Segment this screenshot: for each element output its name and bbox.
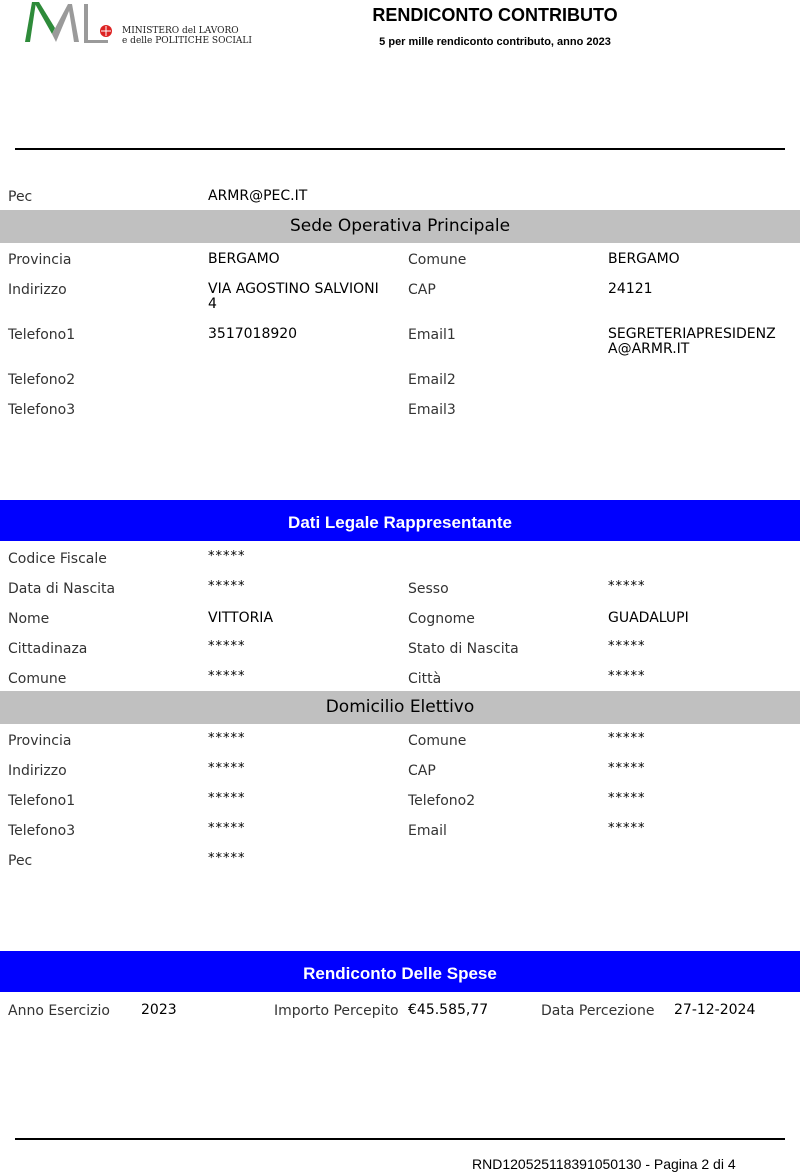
dom-tel1-label: Telefono1 — [8, 793, 76, 809]
sede-tel3-label: Telefono3 — [8, 402, 76, 418]
section-heading-legale: Dati Legale Rappresentante — [0, 500, 800, 541]
dom-tel2-value: ***** — [608, 791, 646, 806]
page-subtitle: 5 per mille rendiconto contributo, anno 2023 — [379, 36, 611, 48]
page-title: RENDICONTO CONTRIBUTO — [372, 5, 618, 25]
legale-nome-value: VITTORIA — [208, 610, 274, 626]
sede-tel2-label: Telefono2 — [8, 372, 76, 388]
page-footer: RND120525118391050130 - Pagina 2 di 4 — [472, 1156, 736, 1172]
dom-tel1-value: ***** — [208, 791, 246, 806]
sede-cap-label: CAP — [408, 282, 436, 298]
sede-email3-label: Email3 — [408, 402, 456, 418]
sede-comune-value: BERGAMO — [608, 251, 680, 267]
dom-tel3-label: Telefono3 — [8, 823, 76, 839]
spese-importo-value: €45.585,77 — [408, 1002, 489, 1018]
sede-tel1-label: Telefono1 — [8, 327, 76, 343]
sede-email1-line1: SEGRETERIAPRESIDENZ — [608, 326, 776, 342]
dom-indirizzo-value: ***** — [208, 761, 246, 776]
sede-cap-value: 24121 — [608, 281, 653, 297]
ministry-line2: e delle POLITICHE SOCIALI — [122, 36, 252, 46]
dom-comune-label: Comune — [408, 733, 467, 749]
dom-provincia-value: ***** — [208, 731, 246, 746]
legale-cf-value: ***** — [208, 549, 246, 564]
legale-cittadinanza-value: ***** — [208, 639, 246, 654]
sede-email1-label: Email1 — [408, 327, 456, 343]
dom-provincia-label: Provincia — [8, 733, 72, 749]
legale-nome-label: Nome — [8, 611, 50, 627]
legale-stato-label: Stato di Nascita — [408, 641, 519, 657]
pec-label: Pec — [8, 189, 33, 205]
section-heading-domicilio: Domicilio Elettivo — [0, 691, 800, 724]
legale-citta-label: Città — [408, 671, 442, 687]
sede-provincia-value: BERGAMO — [208, 251, 280, 267]
dom-pec-label: Pec — [8, 853, 33, 869]
spese-data-value: 27-12-2024 — [674, 1002, 756, 1018]
dom-cap-label: CAP — [408, 763, 436, 779]
dom-tel3-value: ***** — [208, 821, 246, 836]
dom-tel2-label: Telefono2 — [408, 793, 476, 809]
legale-nascita-label: Data di Nascita — [8, 581, 116, 597]
ministry-line1: MINISTERO del LAVORO — [122, 26, 239, 36]
pec-value: ARMR@PEC.IT — [208, 188, 308, 204]
sede-indirizzo-label: Indirizzo — [8, 282, 67, 298]
legale-nascita-value: ***** — [208, 579, 246, 594]
sede-indirizzo-line2: 4 — [208, 296, 217, 312]
sede-comune-label: Comune — [408, 252, 467, 268]
sede-tel1-value: 3517018920 — [208, 326, 298, 342]
dom-indirizzo-label: Indirizzo — [8, 763, 67, 779]
dom-cap-value: ***** — [608, 761, 646, 776]
section-heading-spese: Rendiconto Delle Spese — [0, 951, 800, 992]
ministry-logo — [22, 0, 252, 48]
sede-indirizzo-line1: VIA AGOSTINO SALVIONI — [208, 281, 379, 297]
sede-email1-line2: A@ARMR.IT — [608, 341, 690, 357]
legale-stato-value: ***** — [608, 639, 646, 654]
legale-cittadinanza-label: Cittadinaza — [8, 641, 88, 657]
spese-importo-label: Importo Percepito — [274, 1003, 399, 1019]
legale-comune-label: Comune — [8, 671, 67, 687]
spese-anno-value: 2023 — [141, 1002, 177, 1018]
legale-citta-value: ***** — [608, 669, 646, 684]
legale-cf-label: Codice Fiscale — [8, 551, 107, 567]
dom-email-label: Email — [408, 823, 447, 839]
ml-logo-icon — [22, 0, 122, 48]
sede-provincia-label: Provincia — [8, 252, 72, 268]
header-divider — [15, 148, 785, 150]
sede-email1-value — [608, 327, 776, 357]
footer-divider — [15, 1138, 785, 1140]
legale-cognome-value: GUADALUPI — [608, 610, 689, 626]
legale-cognome-label: Cognome — [408, 611, 475, 627]
legale-comune-value: ***** — [208, 669, 246, 684]
dom-comune-value: ***** — [608, 731, 646, 746]
legale-sesso-label: Sesso — [408, 581, 449, 597]
sede-indirizzo-value — [208, 282, 379, 312]
dom-email-value: ***** — [608, 821, 646, 836]
dom-pec-value: ***** — [208, 851, 246, 866]
ministry-name — [122, 26, 252, 46]
spese-data-label: Data Percezione — [541, 1003, 655, 1019]
section-heading-sede: Sede Operativa Principale — [0, 210, 800, 243]
spese-anno-label: Anno Esercizio — [8, 1003, 110, 1019]
legale-sesso-value: ***** — [608, 579, 646, 594]
sede-email2-label: Email2 — [408, 372, 456, 388]
